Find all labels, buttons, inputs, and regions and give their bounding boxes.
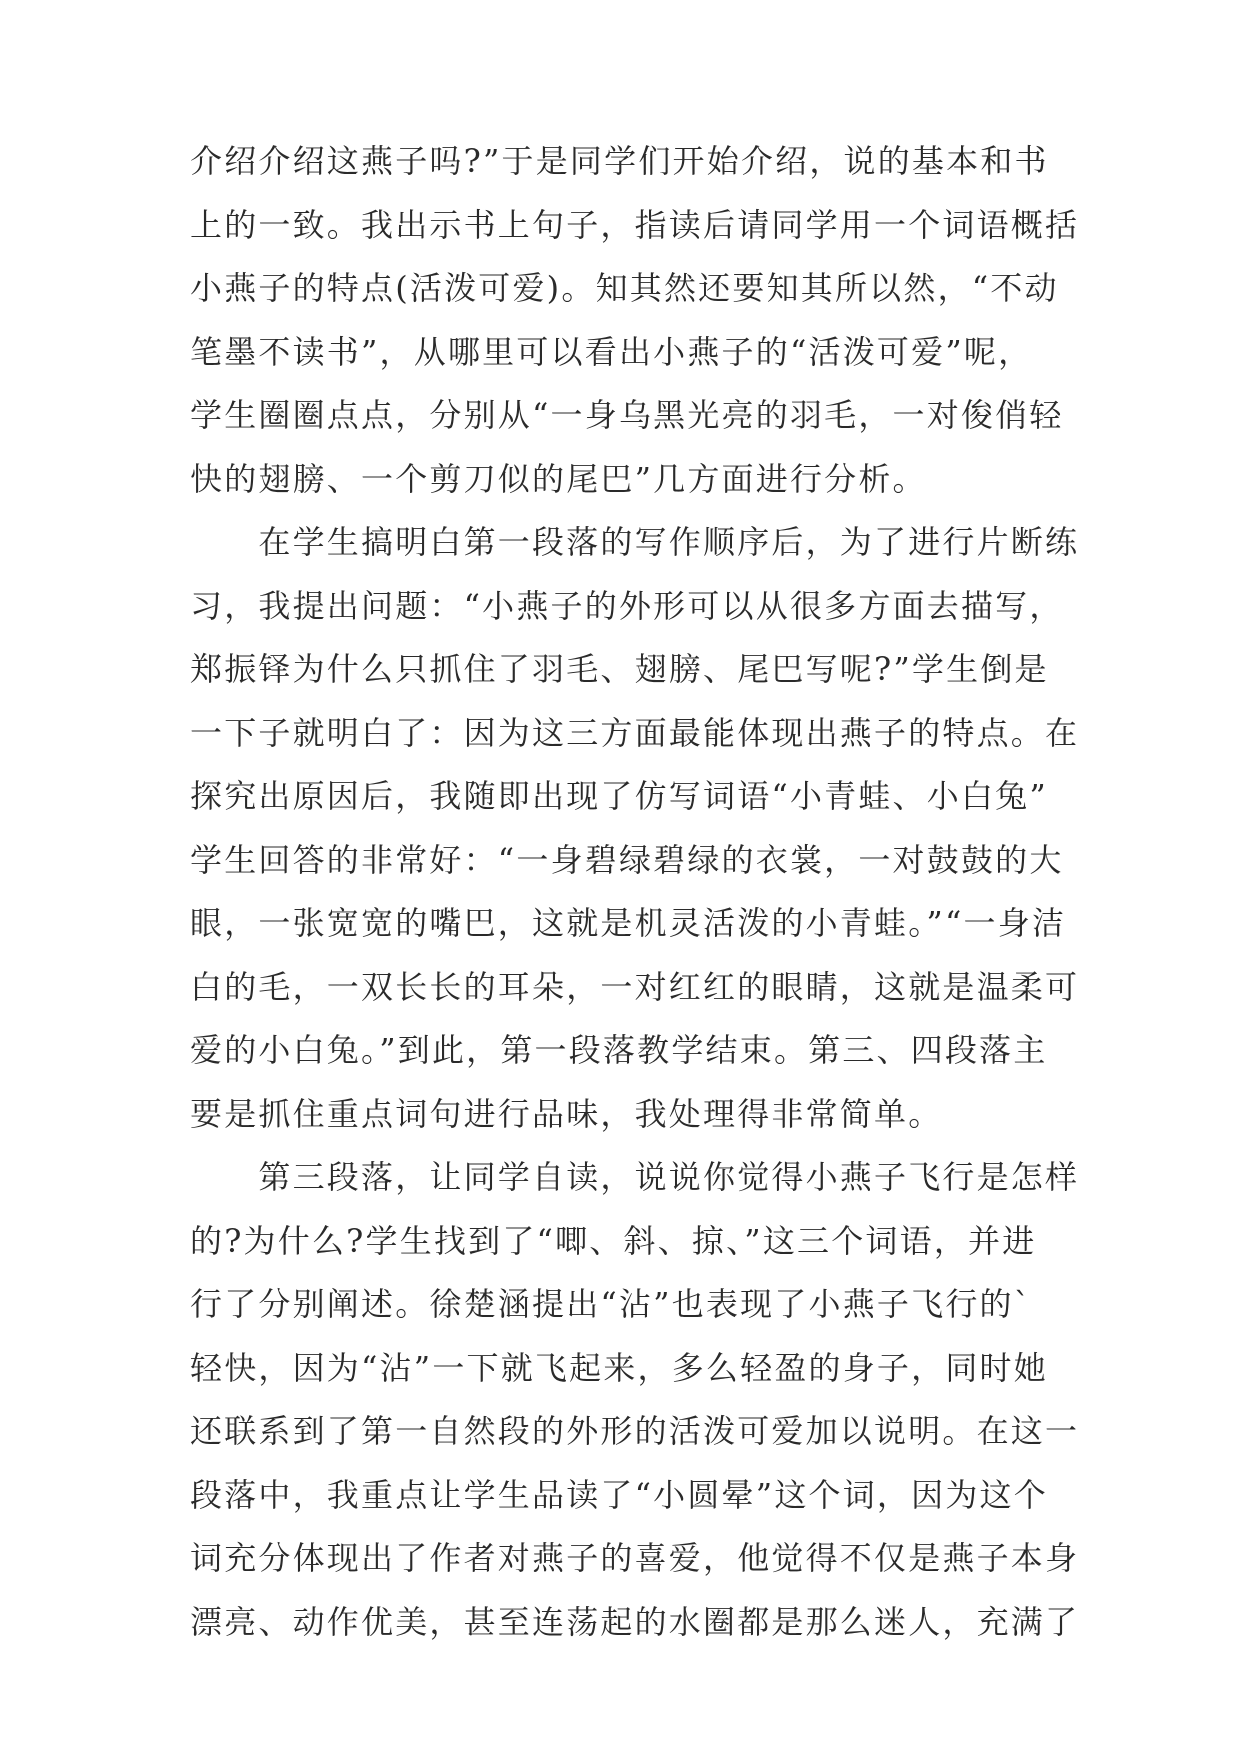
text-line: 学生圈圈点点，分别从“一身乌黑光亮的羽毛，一对俊俏轻 [190,396,1064,434]
text-line: 白的毛，一双长长的耳朵，一对红红的眼睛，这就是温柔可 [190,967,1080,1006]
text-line: 探究出原因后，我随即出现了仿写词语“小青蛙、小白兔” [190,777,1048,815]
text-line: 还联系到了第一自然段的外形的活泼可爱加以说明。在这一 [190,1412,1080,1450]
text-line: 笔墨不读书”，从哪里可以看出小燕子的“活泼可爱”呢， [190,332,1033,371]
text-line: 快的翅膀、一个剪刀似的尾巴”几方面进行分析。 [190,459,927,498]
text-line: 段落中，我重点让学生品读了“小圆晕”这个词，因为这个 [190,1475,1048,1514]
text-line: 轻快，因为“沾”一下就飞起来，多么轻盈的身子，同时她 [190,1348,1048,1387]
text-line: 词充分体现出了作者对燕子的喜爱，他觉得不仅是燕子本身 [190,1539,1080,1577]
text-line: 习，我提出问题：“小燕子的外形可以从很多方面去描写， [190,586,1064,625]
text-line: 小燕子的特点(活泼可爱)。知其然还要知其所以然，“不动 [190,269,1059,307]
text-line: 在学生搞明白第一段落的写作顺序后，为了进行片断练 [190,523,1080,561]
text-line: 要是抓住重点词句进行品味，我处理得非常简单。 [190,1094,943,1133]
text-line: 爱的小白兔。”到此，第一段落教学结束。第三、四段落主 [190,1031,1048,1069]
text-line: 学生回答的非常好：“一身碧绿碧绿的衣裳，一对鼓鼓的大 [190,840,1064,879]
text-line: 介绍介绍这燕子吗?”于是同学们开始介绍，说的基本和书 [190,142,1049,180]
text-line: 眼，一张宽宽的嘴巴，这就是机灵活泼的小青蛙。”“一身洁 [190,904,1067,942]
text-line: 的?为什么?学生找到了“唧、斜、掠、”这三个词语，并进 [190,1221,1037,1260]
text-line: 漂亮、动作优美，甚至连荡起的水圈都是那么迷人，充满了 [190,1602,1080,1641]
text-line: 上的一致。我出示书上句子，指读后请同学用一个词语概括 [190,205,1080,244]
text-line: 第三段落，让同学自读，说说你觉得小燕子飞行是怎样 [190,1158,1080,1196]
text-line: 郑振铎为什么只抓住了羽毛、翅膀、尾巴写呢?”学生倒是 [190,650,1049,688]
text-line: 行了分别阐述。徐楚涵提出“沾”也表现了小燕子飞行的` [190,1285,1032,1323]
body-text [190,130,1080,1654]
text-line: 一下子就明白了：因为这三方面最能体现出燕子的特点。在 [190,713,1080,752]
